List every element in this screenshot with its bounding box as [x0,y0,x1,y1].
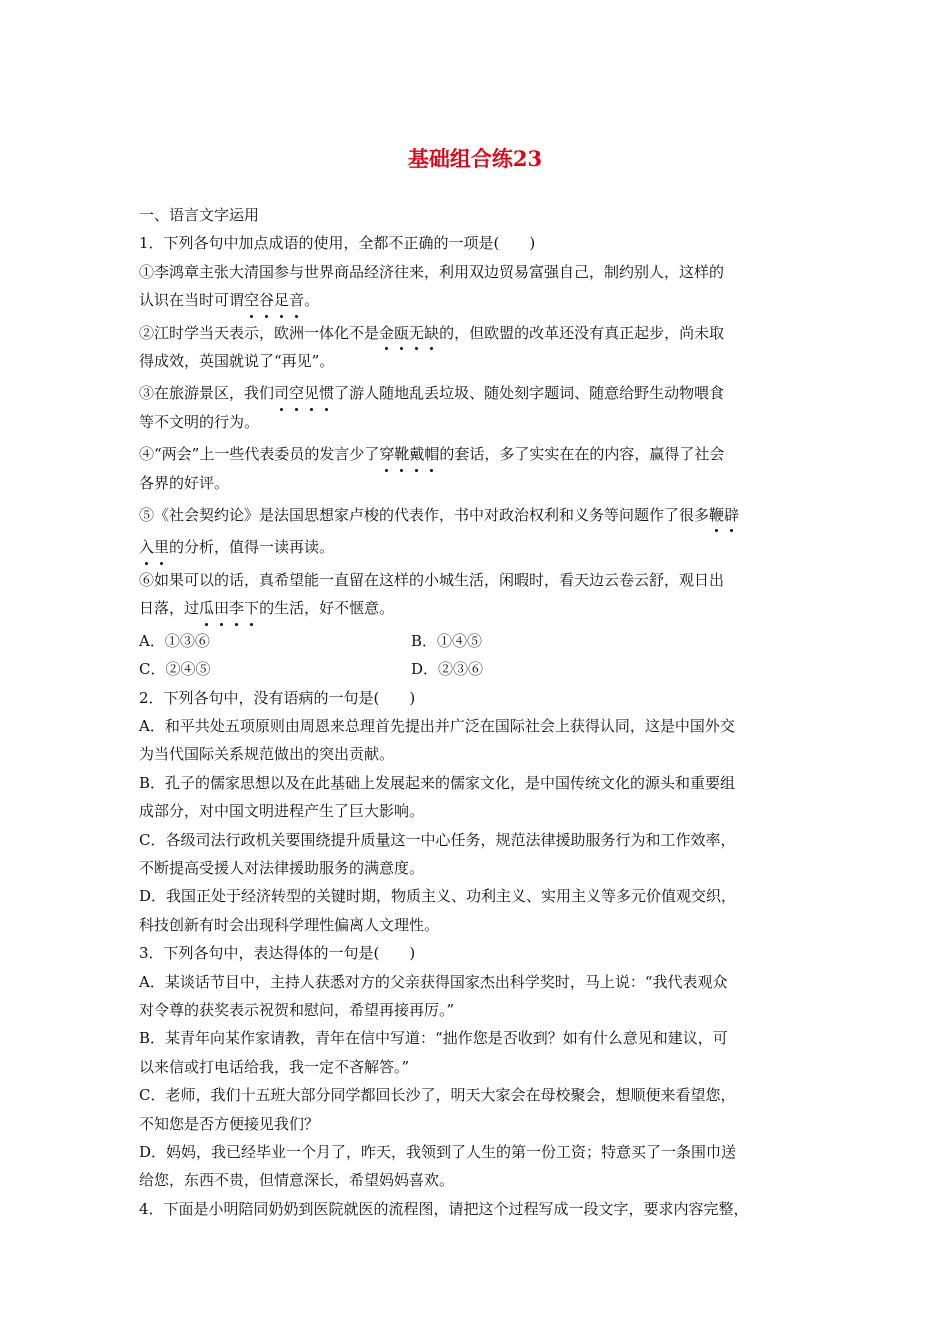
dotted-idiom [379,324,439,342]
q2-option-a-line1: A．和平共处五项原则由周恩来总理首先提出并广泛在国际社会上获得认同，这是中国外交 [139,716,735,735]
emphasis-dot-char: 戴 [409,440,424,468]
emphasis-dot-char: 鞭 [709,501,724,529]
emphasis-dot-char: 空 [289,379,304,407]
q2-option-a-line2: 为当代国际关系规范做出的突出贡献。 [139,745,395,764]
emphasis-dot-char: 谷 [259,286,274,314]
q1-s3-line1: ③在旅游景区，我们司空见惯了游人随地乱丢垃圾、随处刻字题词、随意给野生动物喂食 [139,379,819,407]
q1-option-a: A．①③⑥ [139,631,210,650]
q2-option-d-line2: 科技创新有时会出现科学理性偏离人文理性。 [139,915,440,934]
q3-option-d-line2: 给您，东西不贵，但情意深长，希望妈妈喜欢。 [139,1171,455,1190]
q3-option-c-line1: C．老师，我们十五班大部分同学都回长沙了，明天大家会在母校聚会，想顺便来看望您， [139,1086,736,1105]
q1-options-row1 [139,627,819,655]
emphasis-dot-char: 靴 [394,440,409,468]
emphasis-dot-char: 入 [139,533,154,561]
emphasis-dot-char: 田 [214,594,229,622]
emphasis-dot-char: 司 [274,379,289,407]
q3-option-d-line1: D．妈妈，我已经毕业一个月了，昨天，我领到了人生的第一份工资；特意买了一条围巾送 [139,1143,737,1161]
emphasis-dot-char: 惯 [319,379,334,407]
dotted-idiom [709,506,739,524]
dotted-idiom [199,599,259,617]
emphasis-dot-char: 音 [289,286,304,314]
q2-option-c-line1: C．各级司法行政机关要围绕提升质量这一中心任务，规范法律援助服务行为和工作效率， [139,830,736,849]
q1-s6-line1: ⑥如果可以的话，真希望能一直留在这样的小城生活，闲暇时，看天边云卷云舒，观日出 [139,570,725,589]
document-body [139,201,819,1223]
q1-s5-line1: ⑤《社会契约论》是法国思想家卢梭的代表作，书中对政治权利和义务等问题作了很多鞭辟 [139,501,819,529]
q1-s6-line2: 日落，过瓜田李下的生活，好不惬意。 [139,594,819,622]
emphasis-dot-char: 瓜 [199,594,214,622]
q2-stem: 2．下列各句中，没有语病的一句是( ) [139,688,416,707]
q1-option-d: D．②③⑥ [411,660,484,679]
q3-option-a-line1: A．某谈话节目中，主持人获悉对方的父亲获得国家杰出科学奖时，马上说：“我代表观众 [139,972,728,991]
q2-option-b-line1: B．孔子的儒家思想以及在此基础上发展起来的儒家文化，是中国传统文化的源头和重要组 [139,773,736,792]
q2-option-c-line2: 不断提高受援人对法律援助服务的满意度。 [139,858,425,877]
q2-option-b-line2: 成部分，对中国文明进程产生了巨大影响。 [139,802,425,821]
q1-s1-line1: ①李鸿章主张大清国参与世界商品经济往来，利用双边贸易富强自己，制约别人，这样的 [139,262,725,281]
emphasis-dot-char: 金 [379,319,394,347]
q4-stem: 4．下面是小明陪同奶奶到医院就医的流程图，请把这个过程写成一段文字，要求内容完整， [139,1199,749,1218]
emphasis-dot-char: 帽 [424,440,439,468]
q1-stem: 1．下列各句中加点成语的使用，全都不正确的一项是( ) [139,234,536,253]
page-title: 基础组合练23 [407,146,543,171]
q1-s4-line1: ④“两会”上一些代表委员的发言少了穿靴戴帽的套话，多了实实在在的内容，赢得了社会 [139,440,819,468]
emphasis-dot-char: 里 [154,533,169,561]
dotted-idiom [274,384,334,402]
emphasis-dot-char: 缺 [424,319,439,347]
emphasis-dot-char: 瓯 [394,319,409,347]
q3-stem: 3．下列各句中，表达得体的一句是( ) [139,944,416,963]
emphasis-dot-char: 见 [304,379,319,407]
dotted-idiom [244,291,304,309]
emphasis-dot-char: 空 [244,286,259,314]
q1-s3-line2: 等不文明的行为。 [139,412,260,431]
emphasis-dot-char: 下 [244,594,259,622]
emphasis-dot-char: 李 [229,594,244,622]
q3-option-a-line2: 对令尊的获奖表示祝贺和慰问，希望再接再厉。” [139,1000,455,1019]
q3-option-c-line2: 不知您是否方便接见我们？ [139,1114,320,1133]
dotted-idiom [139,538,169,556]
emphasis-dot-char: 无 [409,319,424,347]
q1-s5-line2: 入里的分析，值得一读再读。 [139,533,819,561]
dotted-idiom [379,445,439,463]
q3-option-b-line1: B．某青年向某作家请教，青年在信中写道：“拙作您是否收到？如有什么意见和建议，可 [139,1029,728,1048]
q1-s4-line2: 各界的好评。 [139,473,230,492]
emphasis-dot-char: 辟 [724,501,739,529]
q3-option-b-line2: 以来信或打电话给我，我一定不吝解答。” [139,1057,410,1076]
emphasis-dot-char: 足 [274,286,289,314]
q1-options-row2 [139,655,819,683]
q2-option-d-line1: D．我国正处于经济转型的关键时期，物质主义、功利主义、实用主义等多元价值观交织， [139,887,737,906]
q1-option-c: C．②④⑤ [139,660,211,679]
section-heading: 一、语言文字运用 [139,206,260,224]
q1-option-b: B．①④⑤ [411,631,483,650]
q1-s2-line1: ②江时学当天表示，欧洲一体化不是金瓯无缺的，但欧盟的改革还没有真正起步，尚未取 [139,319,819,347]
q1-s2-line2: 得成效，英国就说了“再见”。 [139,352,335,371]
q1-s1-line2: 认识在当时可谓空谷足音。 [139,286,819,314]
emphasis-dot-char: 穿 [379,440,394,468]
